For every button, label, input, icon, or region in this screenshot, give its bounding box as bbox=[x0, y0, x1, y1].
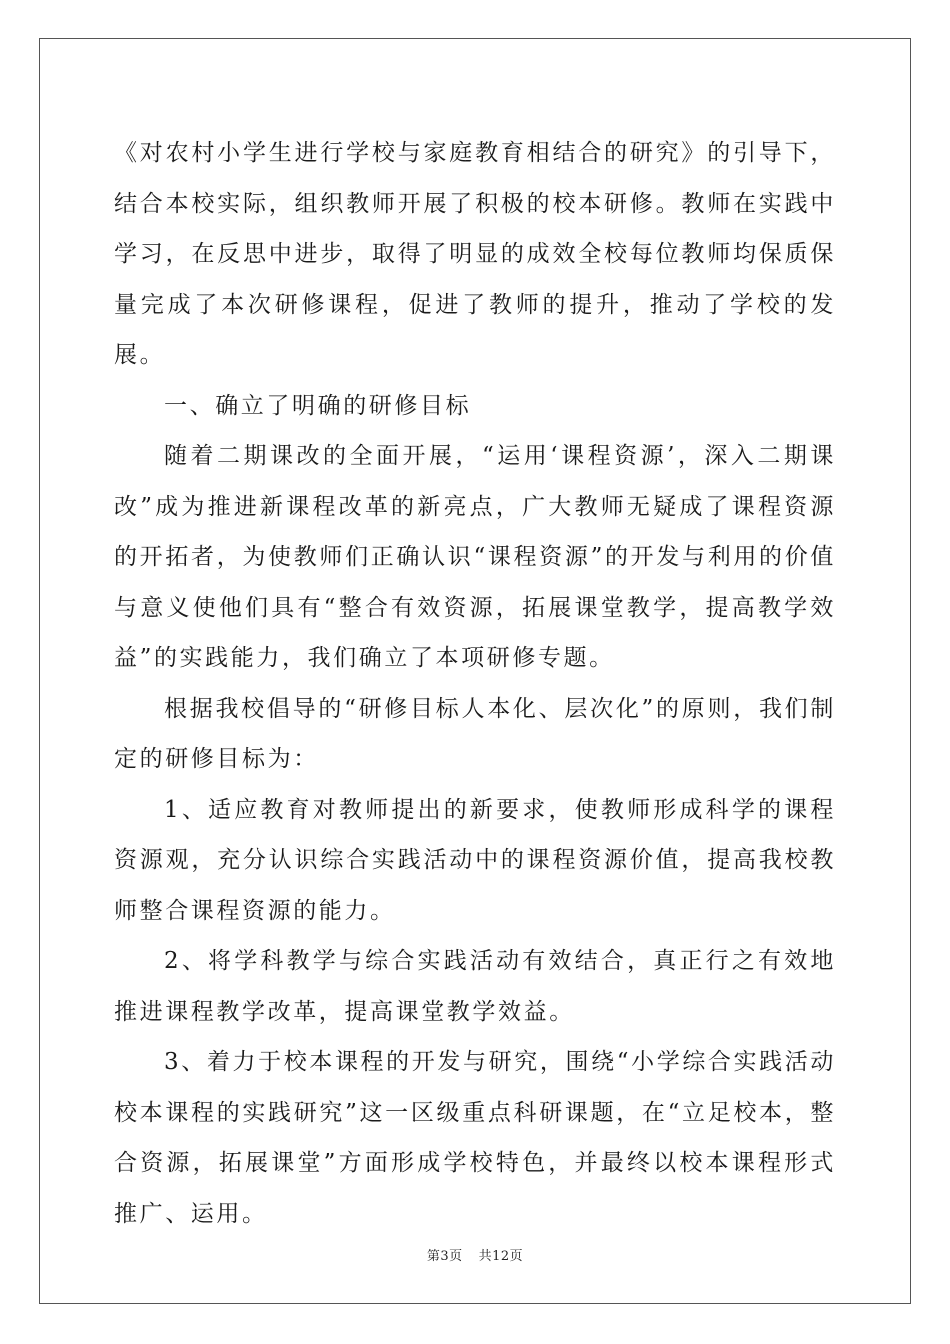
paragraph-1: 《对农村小学生进行学校与家庭教育相结合的研究》的引导下，结合本校实际，组织教师开展了积极的校本研修。教师在实践中学习，在反思中进步，取得了明显的成效全校每位教师均保质保量完成了本次研修课程，促进了教师的提升，推动了学校的发展。 bbox=[114, 140, 836, 368]
section-heading-1: 一、确立了明确的研修目标 bbox=[164, 392, 472, 419]
document-body bbox=[114, 128, 836, 1239]
page-footer bbox=[0, 1245, 950, 1264]
page-total: 共12页 bbox=[478, 1249, 524, 1264]
list-item-2: 2、将学科教学与综合实践活动有效结合，真正行之有效地推进课程教学改革，提高课堂教学效益。 bbox=[114, 948, 836, 1025]
paragraph-3: 根据我校倡导的“研修目标人本化、层次化”的原则，我们制定的研修目标为： bbox=[114, 695, 836, 772]
list-item-3: 3、着力于校本课程的开发与研究，围绕“小学综合实践活动校本课程的实践研究”这一区级重点科研课题，在“立足校本，整合资源，拓展课堂”方面形成学校特色，并最终以校本课程形式推广、运用。 bbox=[114, 1049, 836, 1227]
page-number: 第3页 bbox=[426, 1249, 463, 1264]
list-item-1: 1、适应教育对教师提出的新要求，使教师形成科学的课程资源观，充分认识综合实践活动中的课程资源价值，提高我校教师整合课程资源的能力。 bbox=[114, 796, 836, 924]
paragraph-2: 随着二期课改的全面开展，“运用‘课程资源’，深入二期课改”成为推进新课程改革的新亮点，广大教师无疑成了课程资源的开拓者，为使教师们正确认识“课程资源”的开发与利用的价值与意义使他们具有“整合有效资源，拓展课堂教学，提高教学效益”的实践能力，我们确立了本项研修专题。 bbox=[114, 443, 836, 671]
